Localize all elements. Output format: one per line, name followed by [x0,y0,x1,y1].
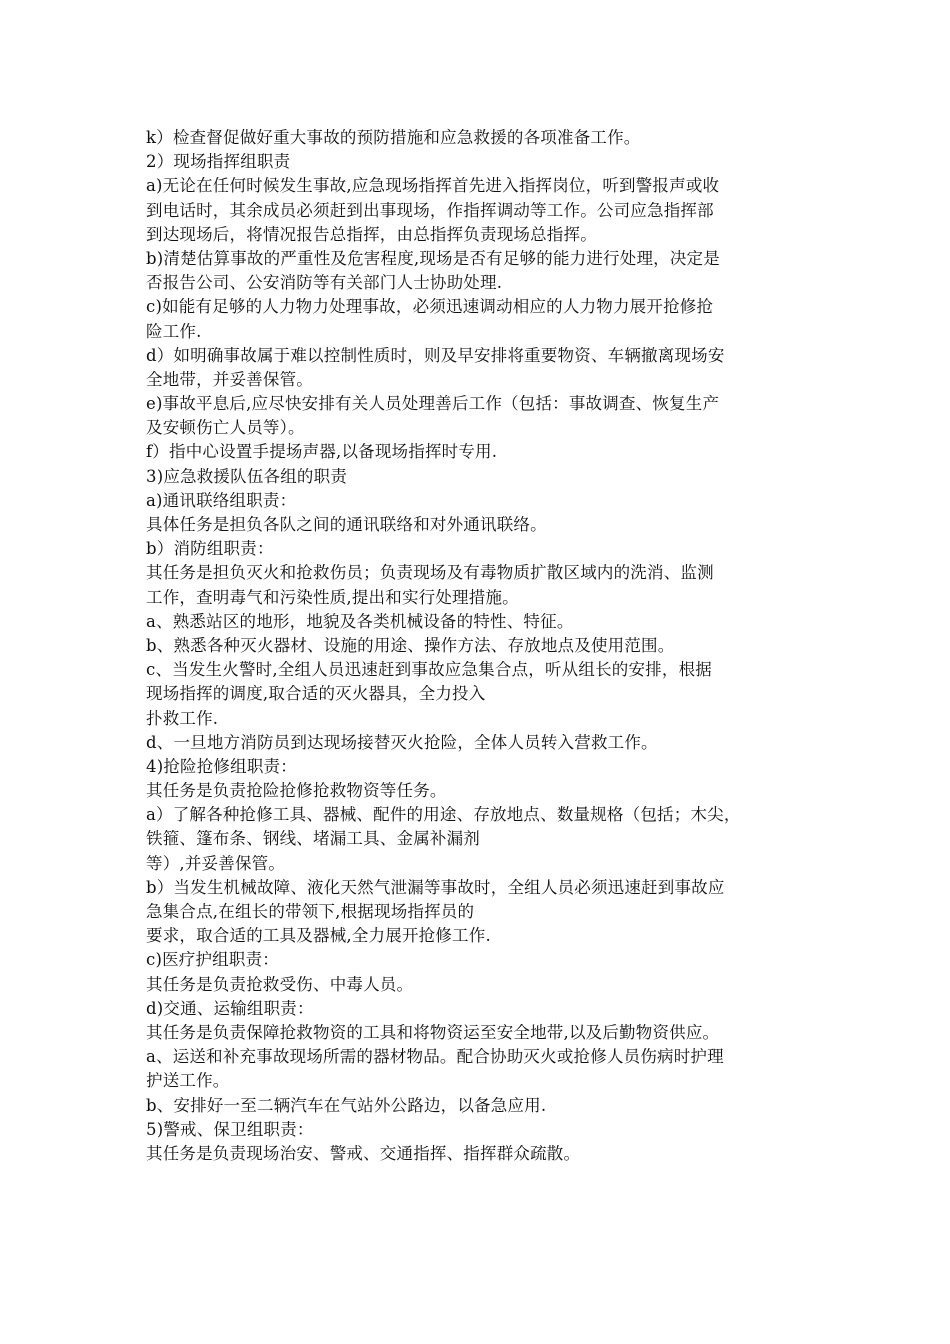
text-line: 其任务是担负灭火和抢救伤员；负责现场及有毒物质扩散区域内的洗消、监测 [146,563,714,583]
text-line: 急集合点,在组长的带领下,根据现场指挥员的 [146,902,475,921]
text-line: 护送工作。 [146,1071,230,1091]
text-line: 到电话时，其余成员必须赶到出事现场，作指挥调动等工作。公司应急指挥部 [146,200,714,220]
text-line: b、熟悉各种灭火器材、设施的用途、操作方法、存放地点及使用范围。 [146,635,675,655]
section-heading: 4)抢险抢修组职责： [146,756,297,776]
text-line: f）指中心设置手提场声器,以备现场指挥时专用. [146,442,498,462]
text-line: b、安排好一至二辆汽车在气站外公路边，以备急应用. [146,1095,547,1115]
text-line: 工作，查明毒气和污染性质,提出和实行处理措施。 [146,587,519,607]
text-line: k）检查督促做好重大事故的预防措施和应急救援的各项准备工作。 [146,128,641,147]
subsection-heading: a)通讯联络组职责： [146,490,297,510]
text-line: b）当发生机械故障、液化天然气泄漏等事故时，全组人员必须迅速赶到事故应 [146,877,725,897]
section-heading: 3)应急救援队伍各组的职责 [146,466,348,486]
text-line: c、当发生火警时,全组人员迅速赶到事故应急集合点，听从组长的安排，根据 [146,660,712,680]
text-line: d、一旦地方消防员到达现场接替灭火抢险，全体人员转入营救工作。 [146,732,658,752]
text-line: a)无论在任何时候发生事故,应急现场指挥首先进入指挥岗位，听到警报声或收 [146,176,720,196]
text-line: 其任务是负责现场治安、警戒、交通指挥、指挥群众疏散。 [146,1143,581,1163]
section-heading: 5)警戒、保卫组职责： [146,1119,314,1139]
subsection-heading: b）消防组职责： [146,539,274,559]
document-body [146,126,826,1166]
text-line: 要求，取合适的工具及器械,全力展开抢修工作. [146,926,491,946]
text-line: a、熟悉站区的地形，地貌及各类机械设备的特性、特征。 [146,611,574,631]
subsection-heading: d)交通、运输组职责： [146,998,314,1018]
text-line: 其任务是负责抢救受伤、中毒人员。 [146,974,414,994]
text-line: 否报告公司、公安消防等有关部门人士协助处理. [146,273,503,293]
text-line: 其任务是负责抢险抢修抢救物资等任务。 [146,781,447,801]
text-line: b)清楚估算事故的严重性及危害程度,现场是否有足够的能力进行处理，决定是 [146,248,720,268]
text-line: a、运送和补充事故现场所需的器材物品。配合协助灭火或抢修人员伤病时护理 [146,1047,724,1067]
text-line: 及安顿伤亡人员等）。 [146,418,305,438]
subsection-heading: c)医疗护组职责： [146,950,279,970]
text-line: a）了解各种抢修工具、器械、配件的用途、存放地点、数量规格（包括；木尖， [146,805,741,825]
text-line: 铁箍、篷布条、钢线、堵漏工具、金属补漏剂 [146,829,480,849]
text-line: 具体任务是担负各队之间的通讯联络和对外通讯联络。 [146,515,547,534]
text-line: 全地带，并妥善保管。 [146,369,313,389]
text-line: c)如能有足够的人力物力处理事故，必须迅速调动相应的人力物力展开抢修抢 [146,297,714,317]
text-line: e)事故平息后,应尽快安排有关人员处理善后工作（包括：事故调查、恢复生产 [146,394,720,414]
text-line: 险工作. [146,321,202,341]
text-line: 现场指挥的调度,取合适的灭火器具，全力投入 [146,684,486,704]
text-line: 到达现场后，将情况报告总指挥，由总指挥负责现场总指挥。 [146,224,597,244]
text-line: d）如明确事故属于难以控制性质时，则及早安排将重要物资、车辆撤离现场安 [146,345,725,365]
text-line: 等）,并妥善保管。 [146,853,286,873]
text-line: 其任务是负责保障抢救物资的工具和将物资运至安全地带,以及后勤物资供应。 [146,1022,720,1042]
text-line: 扑救工作. [146,708,219,728]
section-heading: 2）现场指挥组职责 [146,152,291,172]
